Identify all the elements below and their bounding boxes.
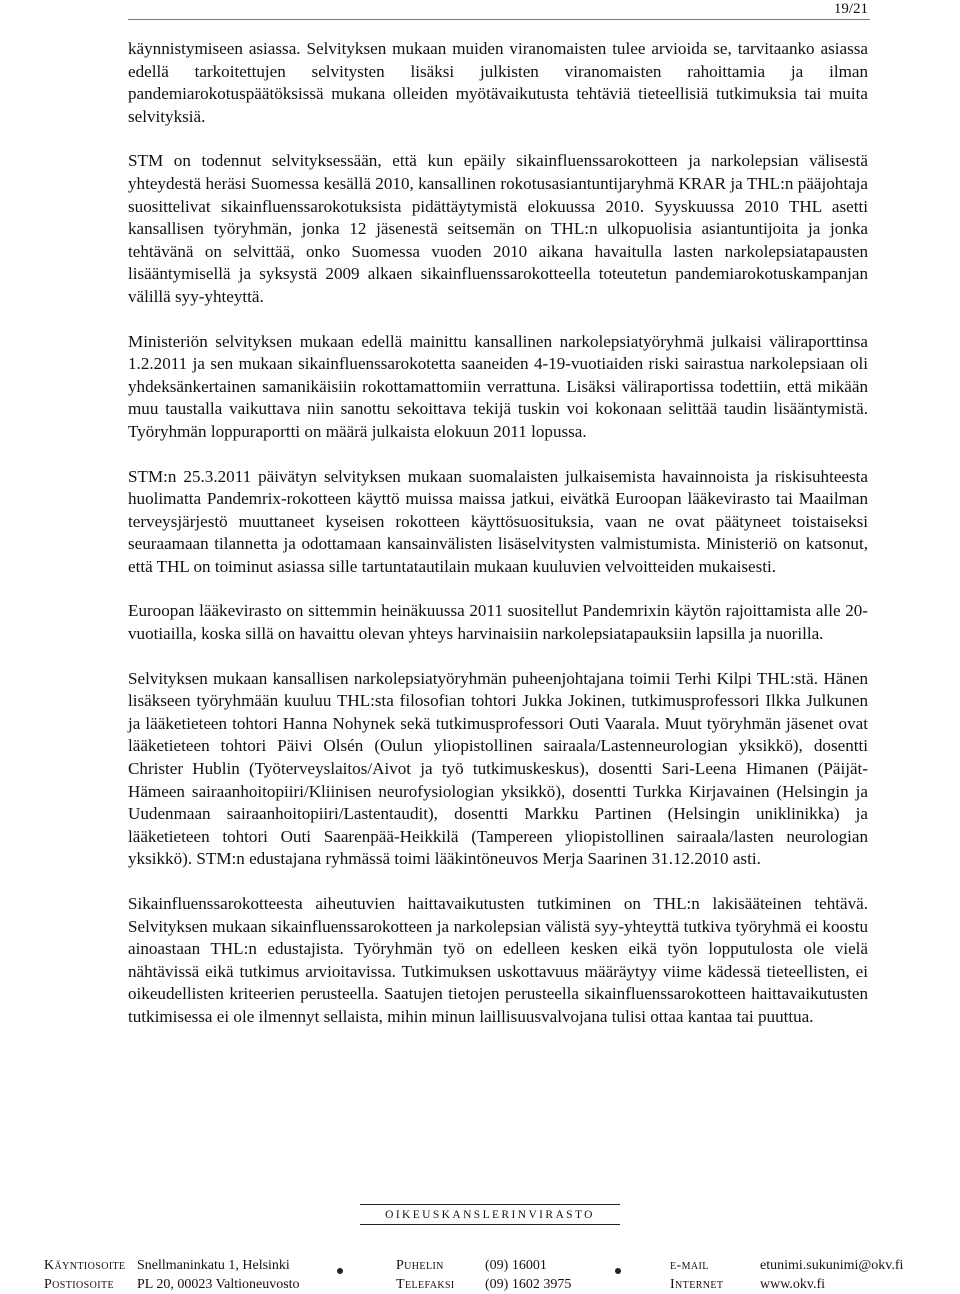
- separator-dot-icon: [337, 1268, 343, 1274]
- logo-text: OIKEUSKANSLERINVIRASTO: [385, 1209, 595, 1221]
- phone-value: (09) 16001: [485, 1258, 547, 1273]
- header-rule: [128, 19, 870, 20]
- separator-dot-icon: [615, 1268, 621, 1274]
- page-number: 19/21: [833, 1, 868, 17]
- internet-label: Internet: [670, 1277, 724, 1292]
- footer-contact: [44, 1256, 924, 1294]
- paragraph-3: Ministeriön selvityksen mukaan edellä mainittu kansallinen narkolepsiatyöryhmä julkaisi väliraporttinsa 1.2.2011 ja sen mukaan sikainfluenssarokotetta saaneiden 4-19-vuotiaiden riski sairastua narkolepsiaan oli yhdeksänkertainen samanikäisiin rokottamattomiin verrattuna. Lisäksi väliraportissa todettiin, että mikään muu taustalla vaikuttava niin sanottu sekoittava tekijä tuskin voi kokonaan selittää taudin lisääntymistä. Työryhmän loppuraportti on määrä julkaista elokuun 2011 lopussa.: [128, 331, 868, 441]
- paragraph-2: STM on todennut selvityksessään, että kun epäily sikainfluenssarokotteen ja narkolepsian välisestä yhteydestä heräsi Suomessa kesällä 2010, kansallinen rokotusasiantuntijaryhmä KRAR ja THL:n pääjohtaja suosittelivat sikainfluenssarokotuksista pidättäytymistä elokuussa 2010. Syyskuussa 2010 THL asetti kansallisen työryhmän, jonka 12 jäsenestä seitsemän on THL:n ulkopuolisia asiantuntijoita ja jonka tehtävänä on selvittää, onko Suomessa vuoden 2010 aikana havaitulla lasten narkolepsiatapausten lisääntymisellä ja syksystä 2009 alkaen sikainfluenssarokotteella toteutetun pandemiarokotuskampanjan välillä syy-yhteyttä.: [128, 151, 868, 306]
- footer-logo: [360, 1204, 620, 1225]
- paragraph-6: Selvityksen mukaan kansallisen narkolepsiatyöryhmän puheenjohtajana toimii Terhi Kilpi THL:stä. Hänen lisäkseen työryhmään kuuluu THL:sta filosofian tohtori Jukka Jokinen, tutkimusprofessori Ilkka Julkunen ja lääketieteen tohtori Hanna Nohynek sekä tutkimusprofessori Outi Vaarala. Muut työryhmän jäsenet ovat lääketieteen tohtori Päivi Olsén (Oulun yliopistollinen sairaala/Lastenneurologian yksikkö), dosentti Christer Hublin (Työterveyslaitos/Aivot ja työ tutkimuskeskus), dosentti Sari-Leena Himanen (Päijät-Hämeen sairaanhoitopiiri/Kliinisen neurofysiologian yksikkö), dosentti Turkka Kirjavainen (Helsingin ja Uudenmaan sairaanhoitopiiri/Lastentaudit), dosentti Markku Partinen (Helsingin uniklinikka) ja lääketieteen tohtori Outi Saarenpää-Heikkilä (Tampereen yliopistollinen sairaala/lasten neurologian yksikkö). STM:n edustajana ryhmässä toimi lääkintöneuvos Merja Saarinen 31.12.2010 asti.: [128, 668, 868, 869]
- visiting-address-label: Käyntiosoite: [44, 1258, 126, 1273]
- visiting-address-value: Snellmaninkatu 1, Helsinki: [137, 1258, 290, 1273]
- phone-label: Puhelin: [396, 1258, 444, 1273]
- footer-row-2: [44, 1275, 924, 1294]
- postal-address-label: Postiosoite: [44, 1277, 114, 1292]
- paragraph-7: Sikainfluenssarokotteesta aiheutuvien haittavaikutusten tutkiminen on THL:n lakisääteinen tehtävä. Selvityksen mukaan sikainfluenssarokotteen ja narkolepsian välistä syy-yhteyttä tutkiva työryhmä ei koostu ainoastaan THL:n edustajista. Työryhmän työ on edelleen kesken eikä työn lopputulosta ole vielä nähtävissä eikä tutkimus arvioitavissa. Tutkimuksen uskottavuus määräytyy viime kädessä tieteellisten, ei oikeudellisten kriteerien perusteella. Saatujen tietojen perusteella sikainfluenssarokotteen haittavaikutusten tutkimisessa ei ole ilmennyt sellaista, mihin minun laillisuusvalvojana tulisi ottaa kantaa tai puuttua.: [128, 894, 868, 1026]
- fax-value: (09) 1602 3975: [485, 1277, 572, 1292]
- fax-label: Telefaksi: [396, 1277, 455, 1292]
- internet-value[interactable]: www.okv.fi: [760, 1277, 826, 1292]
- paragraph-4: STM:n 25.3.2011 päivätyn selvityksen mukaan suomalaisten julkaisemista havainnoista ja riskisuhteesta huolimatta Pandemrix-rokotteen käyttö muissa maissa jatkui, eivätkä Euroopan lääkevirasto tai Maailman terveysjärjestö muuttaneet kyseisen rokotteen käyttösuosituksia, vaan ne ovat päätyneet toistaiseksi seuraamaan tilannetta ja odottamaan kansainvälisten lisäselvitysten valmistumista. Ministeriö on katsonut, että THL on toiminut asiassa sille tartuntatautilain mukaan kuuluvien velvoitteiden mukaisesti.: [128, 466, 868, 576]
- logo-bottom-rule: [360, 1224, 620, 1225]
- document-body: [128, 38, 868, 1051]
- footer-row-1: [44, 1256, 924, 1275]
- paragraph-1: käynnistymiseen asiassa. Selvityksen mukaan muiden viranomaisten tulee arvioida se, tarvitaanko asiassa edellä tarkoitettujen selvitysten lisäksi julkisten viranomaisten rahoittamia ja ilman pandemiarokotuspäätöksissä mukana olleiden myötävaikutusta tehtäviä tieteellisiä tutkimuksia tai muita selvityksiä.: [128, 39, 868, 126]
- email-label: e-mail: [670, 1258, 709, 1273]
- postal-address-value: PL 20, 00023 Valtioneuvosto: [137, 1277, 300, 1292]
- email-value[interactable]: etunimi.sukunimi@okv.fi: [760, 1258, 904, 1273]
- paragraph-5: Euroopan lääkevirasto on sittemmin heinäkuussa 2011 suositellut Pandemrixin käytön rajoittamista alle 20-vuotiailla, koska sillä on havaittu olevan yhteys harvinaisiin narkolepsiatapauksiin lapsilla ja nuorilla.: [128, 601, 868, 644]
